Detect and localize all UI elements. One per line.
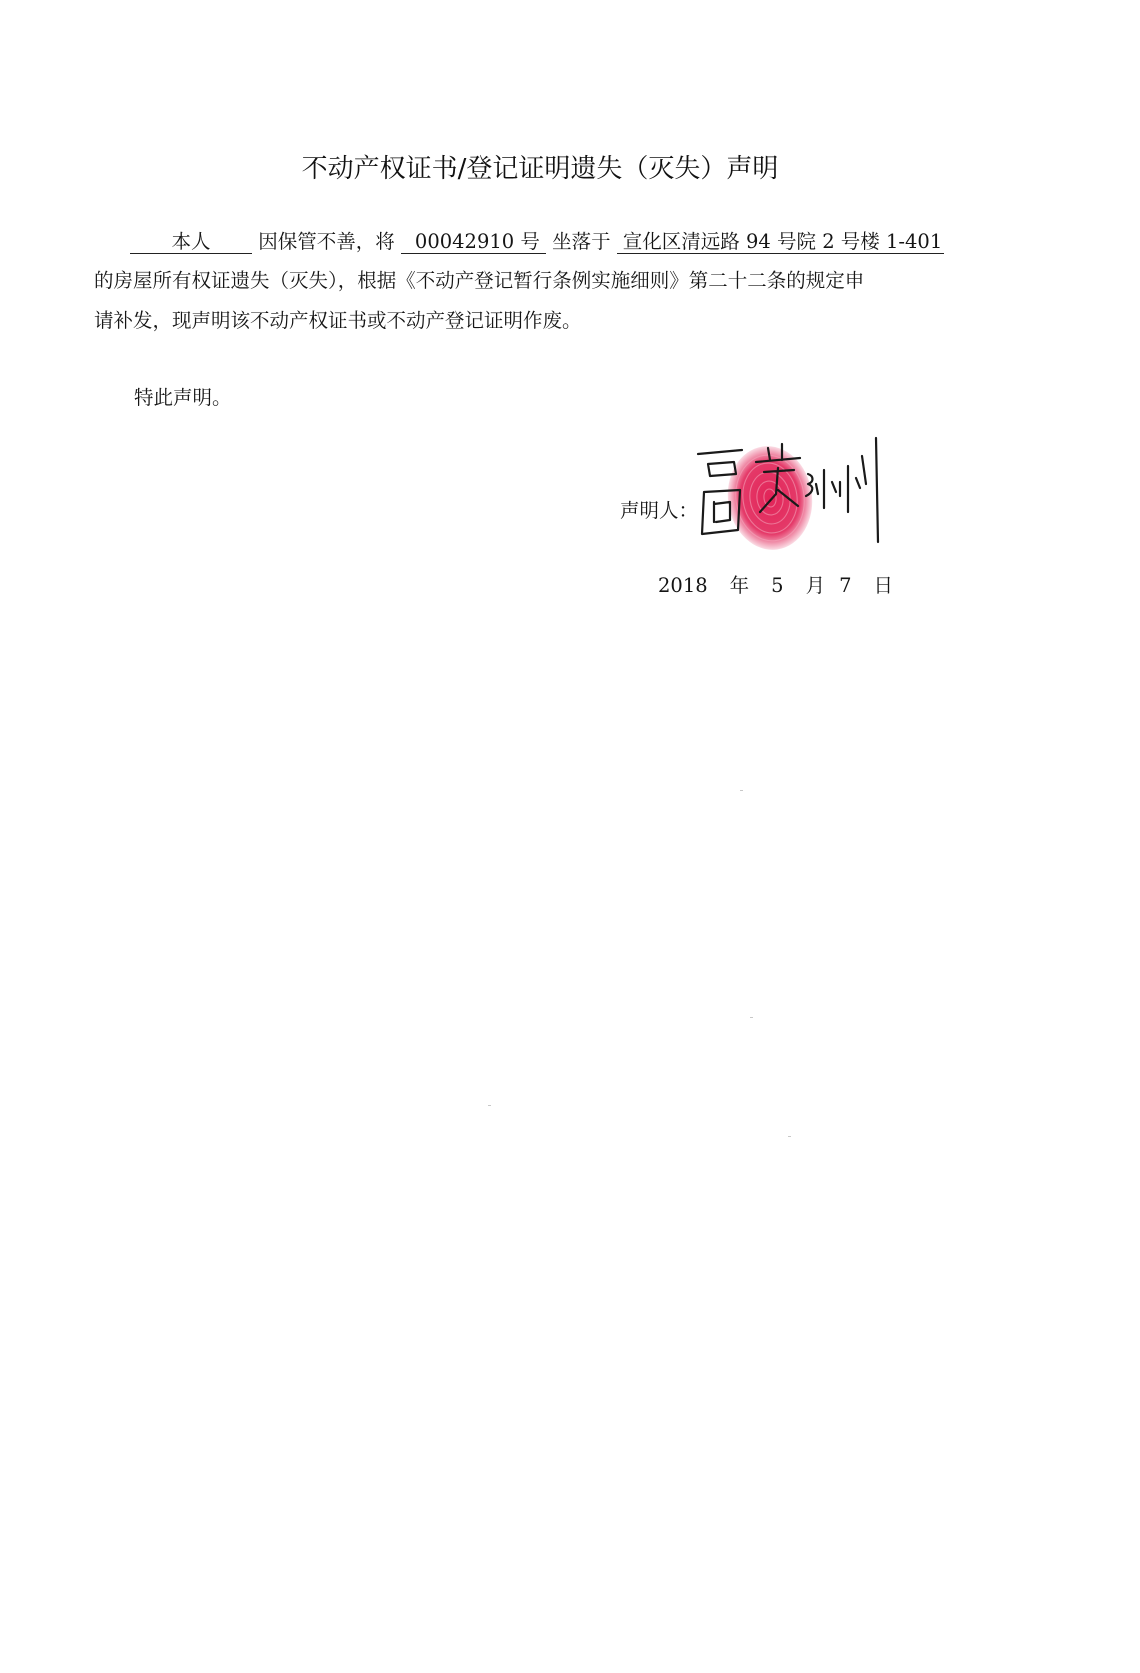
statement-line-2: 的房屋所有权证遗失（灭失），根据《不动产登记暂行条例实施细则》第二十二条的规定申: [94, 269, 865, 292]
scan-speck: [740, 790, 743, 791]
statement-line-3: 请补发，现声明该不动产权证书或不动产登记证明作废。: [94, 309, 582, 332]
date-day: 7: [839, 574, 852, 597]
statement-text-b: 坐落于: [552, 230, 611, 253]
declaration-date: [658, 570, 893, 598]
scan-speck: [488, 1105, 491, 1106]
scan-speck: [788, 1136, 791, 1137]
certificate-number-field: 00042910 号: [401, 231, 546, 254]
signature-with-fingerprint: [690, 430, 920, 580]
date-year-unit: 年: [729, 574, 750, 597]
statement-line-1: [130, 230, 944, 254]
declarant-label: 声明人：: [620, 499, 699, 522]
statement-text-a: 因保管不善，将: [258, 230, 395, 253]
signature-image: [690, 430, 920, 580]
scan-speck: [750, 1017, 753, 1018]
date-year: 2018: [658, 574, 708, 597]
declarant-name-field: 本人: [130, 231, 252, 254]
date-month: 5: [771, 574, 784, 597]
property-address-field: 宣化区清远路 94 号院 2 号楼 1-401: [617, 231, 944, 254]
closing-statement: 特此声明。: [134, 386, 232, 409]
document-title: 不动产权证书/登记证明遗失（灭失）声明: [301, 154, 779, 184]
date-day-unit: 日: [873, 574, 894, 597]
date-month-unit: 月: [805, 574, 826, 597]
